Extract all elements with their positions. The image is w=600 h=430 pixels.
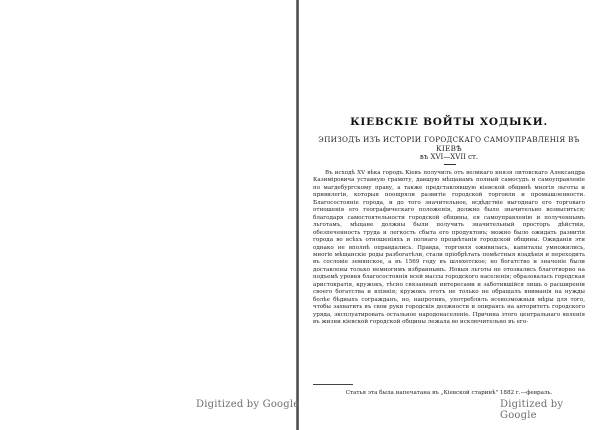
footnote-divider (313, 384, 353, 385)
google-watermark-right: Digitized by Google (500, 399, 564, 421)
article-subtitle: ЭПИЗОДЪ ИЗЪ ИСТОРІИ ГОРОДСКАГО САМОУПРАВЛЕНІЯ ВЪ КІЕВѢ (318, 135, 580, 153)
google-watermark-left: Digitized by Google (196, 399, 300, 410)
title-divider (444, 164, 456, 165)
left-page-blank (0, 0, 296, 430)
article-title: КІЕВСКІЕ ВОЙТЫ ХОДЫКИ. (350, 116, 548, 128)
article-footnote: Статья эта была напечатана въ „Кіевской старинѣ" 1882 г.—февраль. (345, 390, 553, 396)
article-period: въ XVI—XVII ст. (419, 153, 479, 161)
article-body: Въ исходѣ XV вѣка городъ Кіевъ получилъ отъ великаго князя литовскаго Александра Казиміровича уставную грамоту, давшую мѣщанамъ полный самосудъ и самоуправленіе по магдебургскому праву, а также представлявшую кіевской общинѣ многія льготы и привилегіи, которыя поощряли развитіе городской торговли и промышленности. Благосостояніе города, и до того значительное, всдѣдствіе выгоднаго его торговаго отношенія его географическаго положенія, должно было значительно возвыситься; благодаря самостоятельности городской общины, ея самоуправленію и полученнымъ льготамъ, мѣщане должны были получить значительный просторъ дѣйствія, обезпеченность труда и легкость сбыта его продуктовъ; можно было ожидать развитія города во всѣхъ отношеніяхъ и полнаго процвѣтанія городской общины. Ожиданія эти однако не вполнѣ оправдались. Правда, торговля оживилась, капиталы умножились, многіе мѣщанскіе роды разбогатѣли, стали пріобрѣтать помѣстныя владѣнія и переходить въ сословіе земянское, а въ 1569 году въ шляхетское; но богатство и значеніе были доставлены только немногимъ избраннымъ. Новыя льготы не отозвались благотворно на подъемѣ уровня благосостоянія всей массы городского населенія; образовалась городская аристократія, кружокъ, тѣсно связанный интересами и заботившійся лишь о расширеніи своего богатства и вліянія; кружокъ этотъ не только не обращалъ вниманія на нужды болѣе бѣдныхъ согражданъ, но, напротивъ, употреблялъ всевозможныя мѣры для того, чтобы захватить въ свои руки городскія должности и опираясь на авторитетъ городского уряда, эксплуатировать остальное народонаселеніе. Причина этого центральнаго явленія въ жизни кіевской городской общины лежала во исключительно въ его- (313, 170, 585, 326)
